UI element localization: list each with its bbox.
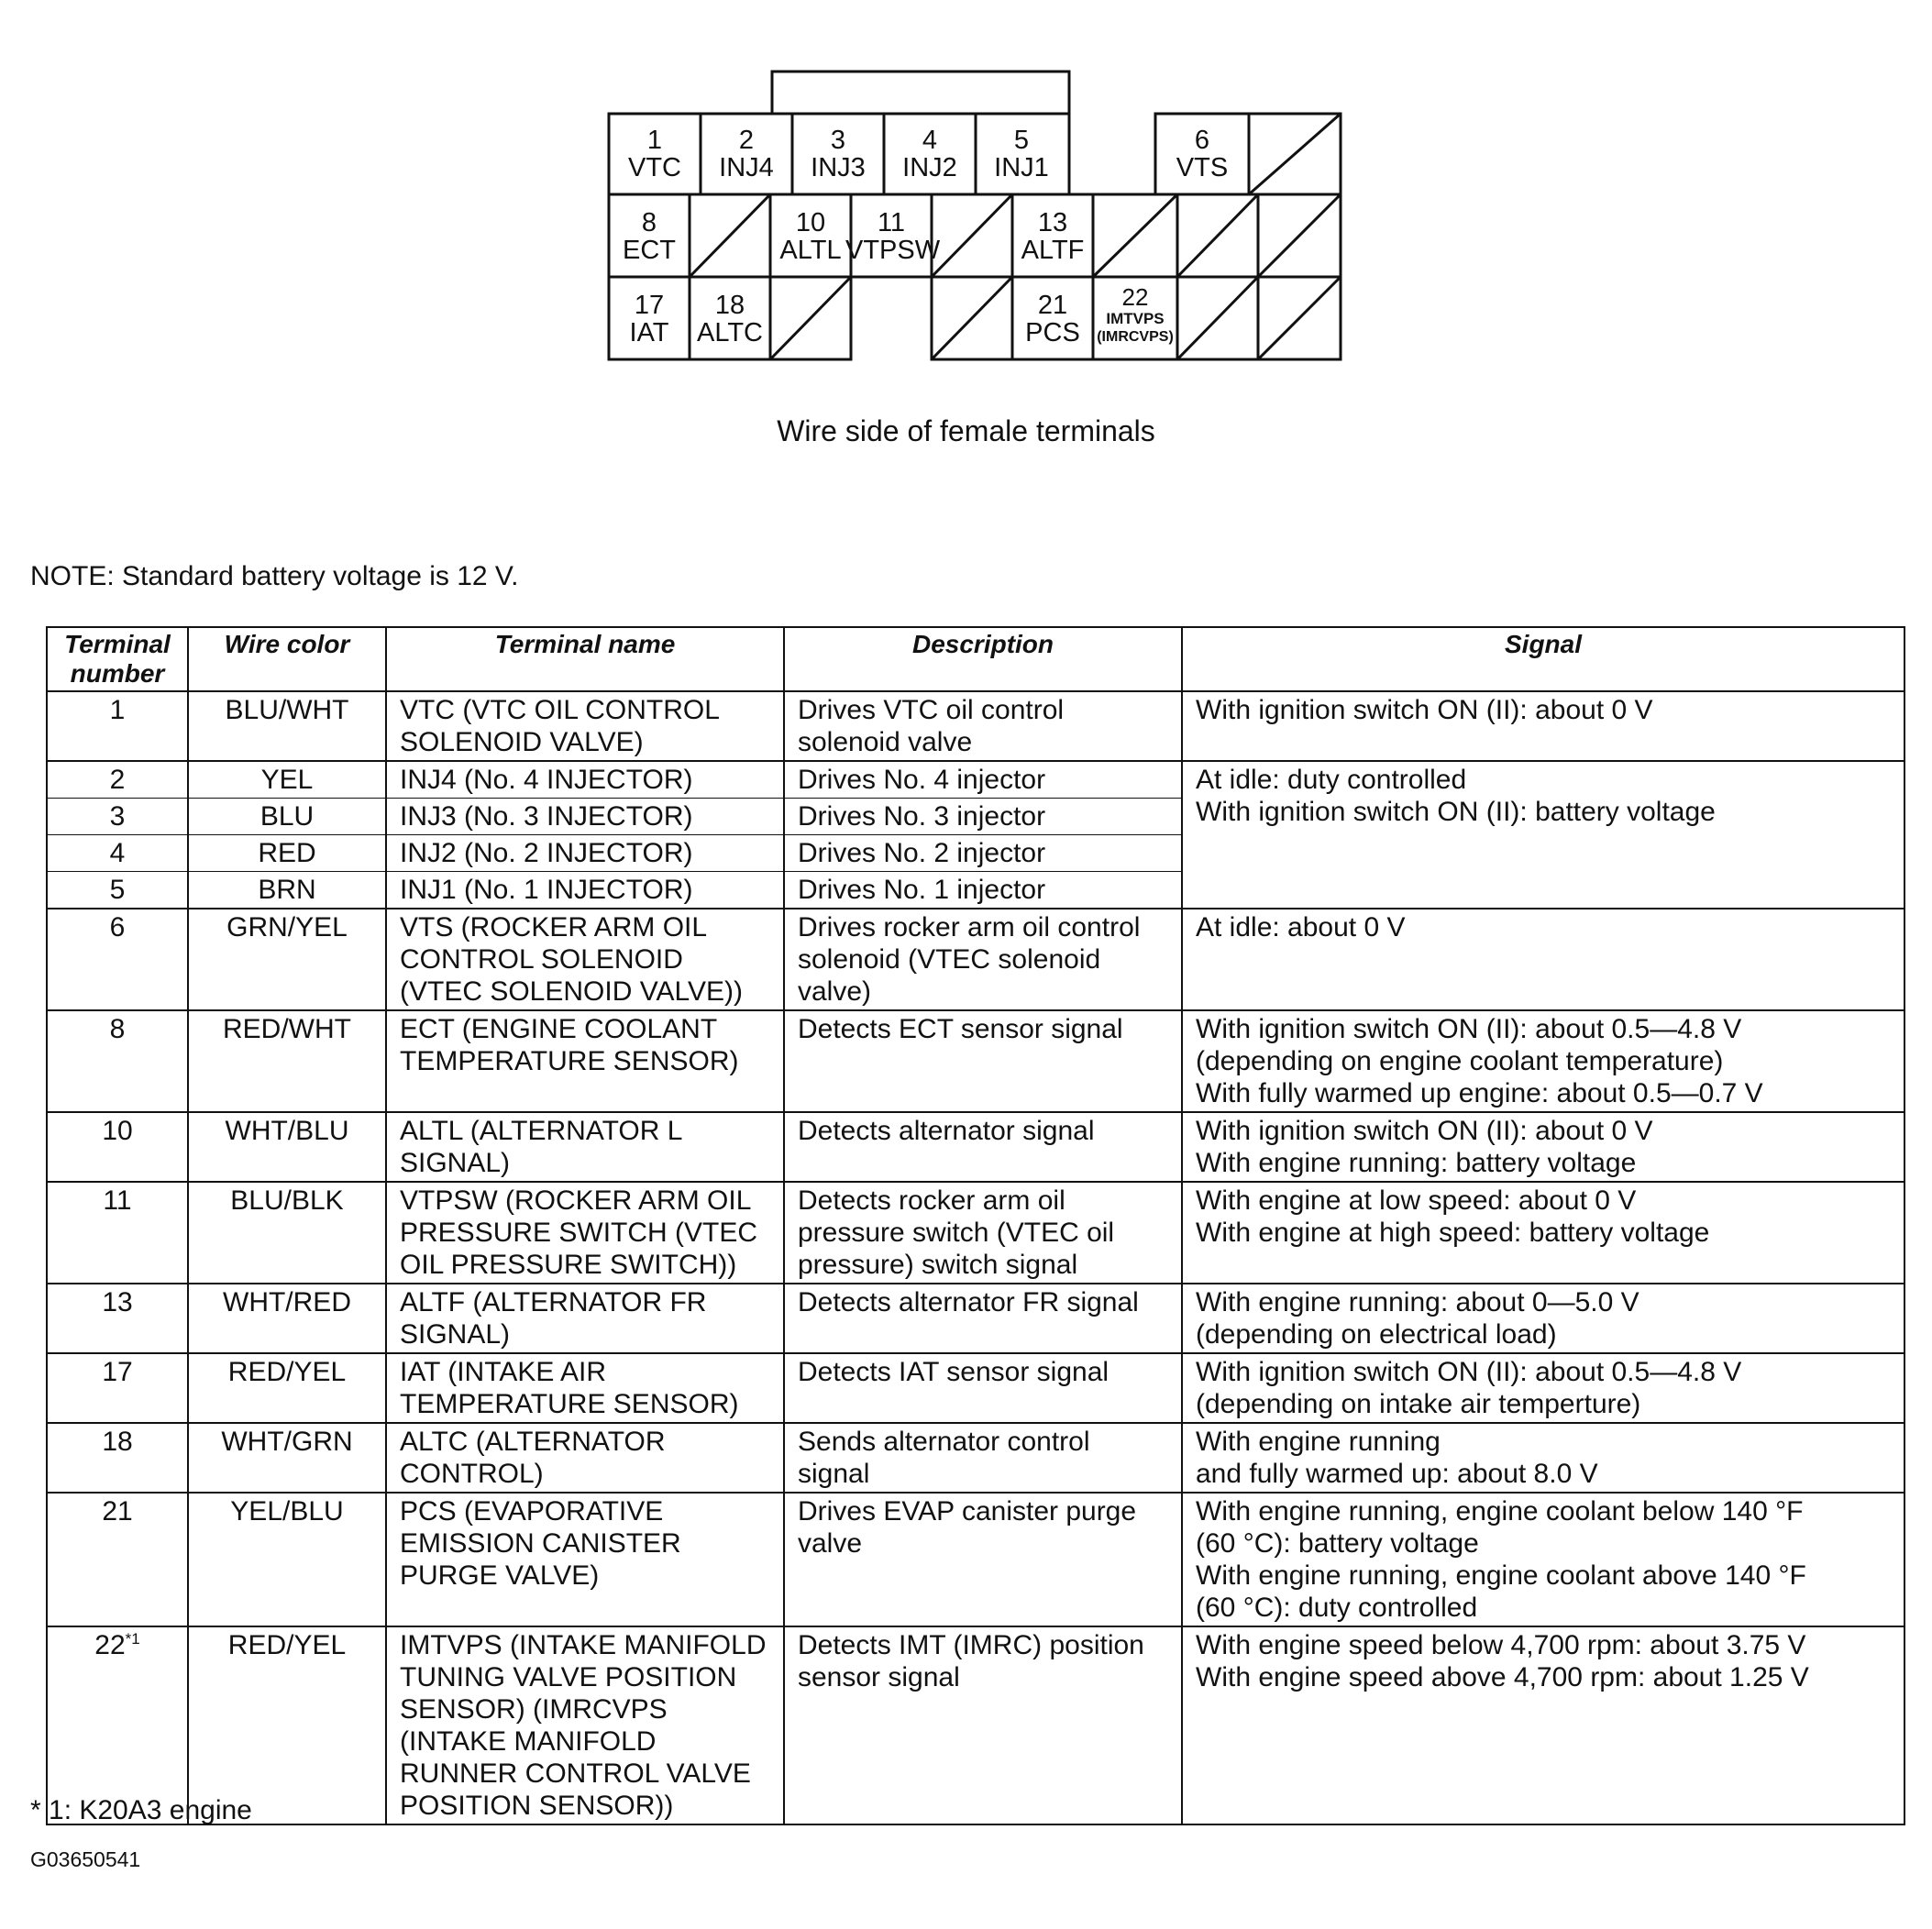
cell-signal: With ignition switch ON (II): about 0.5—4.8 V (depending on intake air temperture) <box>1182 1353 1904 1423</box>
header-terminal-number: Terminal number <box>47 627 188 691</box>
cell-terminal-name: ALTC (ALTERNATOR CONTROL) <box>386 1423 784 1493</box>
cell-signal: With engine running, engine coolant below 140 °F (60 °C): battery voltage With engine running, engine coolant above 140 °F (60 °C): duty controlled <box>1182 1493 1904 1626</box>
cell-terminal-name: IMTVPS (INTAKE MANIFOLD TUNING VALVE POSITION SENSOR) (IMRCVPS (INTAKE MANIFOLD RUNNER CONTROL VALVE POSITION SENSOR)) <box>386 1626 784 1824</box>
terminal-number: 11 <box>877 208 906 237</box>
cell-description: Drives No. 1 injector <box>784 872 1182 909</box>
table-row <box>47 1182 1904 1284</box>
terminal-abbr: VTS <box>1176 153 1229 182</box>
terminal-number: 13 <box>1037 208 1068 237</box>
cell-signal: At idle: duty controlled With ignition switch ON (II): battery voltage <box>1182 761 1904 909</box>
cell-signal: With ignition switch ON (II): about 0 V <box>1182 691 1904 761</box>
terminal-abbr: INJ3 <box>811 153 866 182</box>
table-header-row <box>47 627 1904 691</box>
table-row <box>47 1626 1904 1824</box>
cell-terminal-name: INJ4 (No. 4 INJECTOR) <box>386 761 784 799</box>
terminal-22-label <box>1089 284 1181 347</box>
terminal-abbr: VTPSW <box>845 236 941 265</box>
terminal-abbr: ALTL <box>779 236 842 265</box>
cell-terminal-name: INJ2 (No. 2 INJECTOR) <box>386 835 784 872</box>
terminal-abbr: IMTVPS <box>1106 310 1165 327</box>
cell-wire-color: RED <box>188 835 386 872</box>
cell-signal: With engine running and fully warmed up: about 8.0 V <box>1182 1423 1904 1493</box>
terminal-number-text: 22 <box>94 1630 126 1660</box>
cell-terminal-name: PCS (EVAPORATIVE EMISSION CANISTER PURGE VALVE) <box>386 1493 784 1626</box>
terminal-4-label <box>884 127 976 182</box>
cell-wire-color: YEL/BLU <box>188 1493 386 1626</box>
cell-terminal-name: VTS (ROCKER ARM OIL CONTROL SOLENOID (VTEC SOLENOID VALVE)) <box>386 909 784 1010</box>
connector-diagram <box>0 0 1932 477</box>
cell-description: Drives VTC oil control solenoid valve <box>784 691 1182 761</box>
cell-wire-color: RED/YEL <box>188 1353 386 1423</box>
cell-wire-color: WHT/BLU <box>188 1112 386 1182</box>
terminal-number: 4 <box>922 126 938 155</box>
terminal-5-label <box>976 127 1067 182</box>
cell-wire-color: BLU/WHT <box>188 691 386 761</box>
cell-terminal-name: IAT (INTAKE AIR TEMPERATURE SENSOR) <box>386 1353 784 1423</box>
table-row <box>47 761 1904 799</box>
terminal-3-label <box>792 127 884 182</box>
figure-id: G03650541 <box>30 1847 141 1871</box>
cell-description: Drives EVAP canister purge valve <box>784 1493 1182 1626</box>
cell-terminal-number: 11 <box>47 1182 188 1284</box>
table-row <box>47 1423 1904 1493</box>
cell-terminal-name: INJ3 (No. 3 INJECTOR) <box>386 799 784 835</box>
terminal-number: 10 <box>795 208 826 237</box>
cell-wire-color: BLU <box>188 799 386 835</box>
terminal-abbr: INJ4 <box>719 153 774 182</box>
cell-terminal-number: 17 <box>47 1353 188 1423</box>
cell-terminal-number: 21 <box>47 1493 188 1626</box>
footnote-marker: *1 <box>125 1630 140 1648</box>
cell-terminal-number: 10 <box>47 1112 188 1182</box>
terminal-number: 1 <box>646 126 663 155</box>
terminal-21-label <box>1007 292 1098 347</box>
header-description: Description <box>784 627 1182 691</box>
table-row <box>47 1353 1904 1423</box>
terminal-2-label <box>701 127 792 182</box>
cell-signal: With engine speed below 4,700 rpm: about 3.75 V With engine speed above 4,700 rpm: about 1.25 V <box>1182 1626 1904 1824</box>
terminal-abbr: INJ1 <box>994 153 1049 182</box>
terminal-number: 22 <box>1121 283 1149 311</box>
cell-terminal-number: 6 <box>47 909 188 1010</box>
terminal-abbr: ALTC <box>697 318 763 347</box>
cell-signal: With ignition switch ON (II): about 0 V With engine running: battery voltage <box>1182 1112 1904 1182</box>
cell-description: Drives No. 4 injector <box>784 761 1182 799</box>
cell-wire-color: RED/YEL <box>188 1626 386 1824</box>
terminal-number: 3 <box>830 126 846 155</box>
cell-wire-color: WHT/GRN <box>188 1423 386 1493</box>
terminal-1-label <box>609 127 701 182</box>
cell-description: Drives No. 2 injector <box>784 835 1182 872</box>
battery-note: NOTE: Standard battery voltage is 12 V. <box>30 561 519 591</box>
cell-description: Drives No. 3 injector <box>784 799 1182 835</box>
cell-description: Detects IAT sensor signal <box>784 1353 1182 1423</box>
terminal-number: 5 <box>1013 126 1030 155</box>
cell-terminal-number: 2 <box>47 761 188 799</box>
cell-description: Drives rocker arm oil control solenoid (VTEC solenoid valve) <box>784 909 1182 1010</box>
terminal-table <box>46 626 1905 1825</box>
terminal-8-label <box>603 209 695 264</box>
cell-description: Detects alternator FR signal <box>784 1284 1182 1353</box>
table-row <box>47 1493 1904 1626</box>
cell-wire-color: GRN/YEL <box>188 909 386 1010</box>
terminal-6-label <box>1156 127 1248 182</box>
cell-terminal-number: 18 <box>47 1423 188 1493</box>
header-terminal-name: Terminal name <box>386 627 784 691</box>
cell-wire-color: BRN <box>188 872 386 909</box>
terminal-number: 8 <box>641 208 657 237</box>
cell-description: Detects ECT sensor signal <box>784 1010 1182 1112</box>
terminal-abbr: INJ2 <box>902 153 957 182</box>
cell-signal: At idle: about 0 V <box>1182 909 1904 1010</box>
terminal-number: 21 <box>1037 291 1068 320</box>
terminal-10-label <box>765 209 856 264</box>
cell-description: Detects rocker arm oil pressure switch (VTEC oil pressure) switch signal <box>784 1182 1182 1284</box>
terminal-number: 18 <box>714 291 745 320</box>
cell-terminal-number: 5 <box>47 872 188 909</box>
table-row <box>47 691 1904 761</box>
terminal-abbr: IAT <box>629 318 669 347</box>
terminal-13-label <box>1007 209 1098 264</box>
cell-wire-color: WHT/RED <box>188 1284 386 1353</box>
cell-terminal-number: 3 <box>47 799 188 835</box>
terminal-number: 2 <box>738 126 755 155</box>
cell-description: Sends alternator control signal <box>784 1423 1182 1493</box>
cell-terminal-name: VTC (VTC OIL CONTROL SOLENOID VALVE) <box>386 691 784 761</box>
cell-wire-color: RED/WHT <box>188 1010 386 1112</box>
cell-terminal-number: 8 <box>47 1010 188 1112</box>
header-wire-color: Wire color <box>188 627 386 691</box>
cell-wire-color: YEL <box>188 761 386 799</box>
terminal-abbr-alt: (IMRCVPS) <box>1097 329 1174 345</box>
connector-outline <box>0 0 1932 477</box>
table-row <box>47 909 1904 1010</box>
engine-footnote: * 1: K20A3 engine <box>30 1795 252 1825</box>
cell-terminal-name: VTPSW (ROCKER ARM OIL PRESSURE SWITCH (VTEC OIL PRESSURE SWITCH)) <box>386 1182 784 1284</box>
cell-terminal-name: ALTL (ALTERNATOR L SIGNAL) <box>386 1112 784 1182</box>
cell-signal: With engine running: about 0—5.0 V (depending on electrical load) <box>1182 1284 1904 1353</box>
terminal-abbr: VTC <box>628 153 681 182</box>
cell-terminal-number: 4 <box>47 835 188 872</box>
table-row <box>47 1284 1904 1353</box>
cell-terminal-number: 1 <box>47 691 188 761</box>
cell-description: Detects alternator signal <box>784 1112 1182 1182</box>
terminal-abbr: ECT <box>623 236 676 265</box>
terminal-number: 6 <box>1194 126 1210 155</box>
header-signal: Signal <box>1182 627 1904 691</box>
terminal-number: 17 <box>634 291 665 320</box>
cell-terminal-name: ECT (ENGINE COOLANT TEMPERATURE SENSOR) <box>386 1010 784 1112</box>
cell-signal: With engine at low speed: about 0 V With engine at high speed: battery voltage <box>1182 1182 1904 1284</box>
table-row <box>47 1112 1904 1182</box>
diagram-caption: Wire side of female terminals <box>777 414 1155 447</box>
terminal-abbr: PCS <box>1025 318 1080 347</box>
cell-description: Detects IMT (IMRC) position sensor signal <box>784 1626 1182 1824</box>
terminal-18-label <box>684 292 776 347</box>
cell-terminal-name: ALTF (ALTERNATOR FR SIGNAL) <box>386 1284 784 1353</box>
cell-signal: With ignition switch ON (II): about 0.5—4.8 V (depending on engine coolant temperature) With fully warmed up engine: about 0.5—0.7 V <box>1182 1010 1904 1112</box>
cell-terminal-name: INJ1 (No. 1 INJECTOR) <box>386 872 784 909</box>
table-row <box>47 1010 1904 1112</box>
cell-wire-color: BLU/BLK <box>188 1182 386 1284</box>
cell-terminal-number: 13 <box>47 1284 188 1353</box>
terminal-17-label <box>603 292 695 347</box>
terminal-abbr: ALTF <box>1021 236 1085 265</box>
terminal-11-label <box>845 208 941 265</box>
